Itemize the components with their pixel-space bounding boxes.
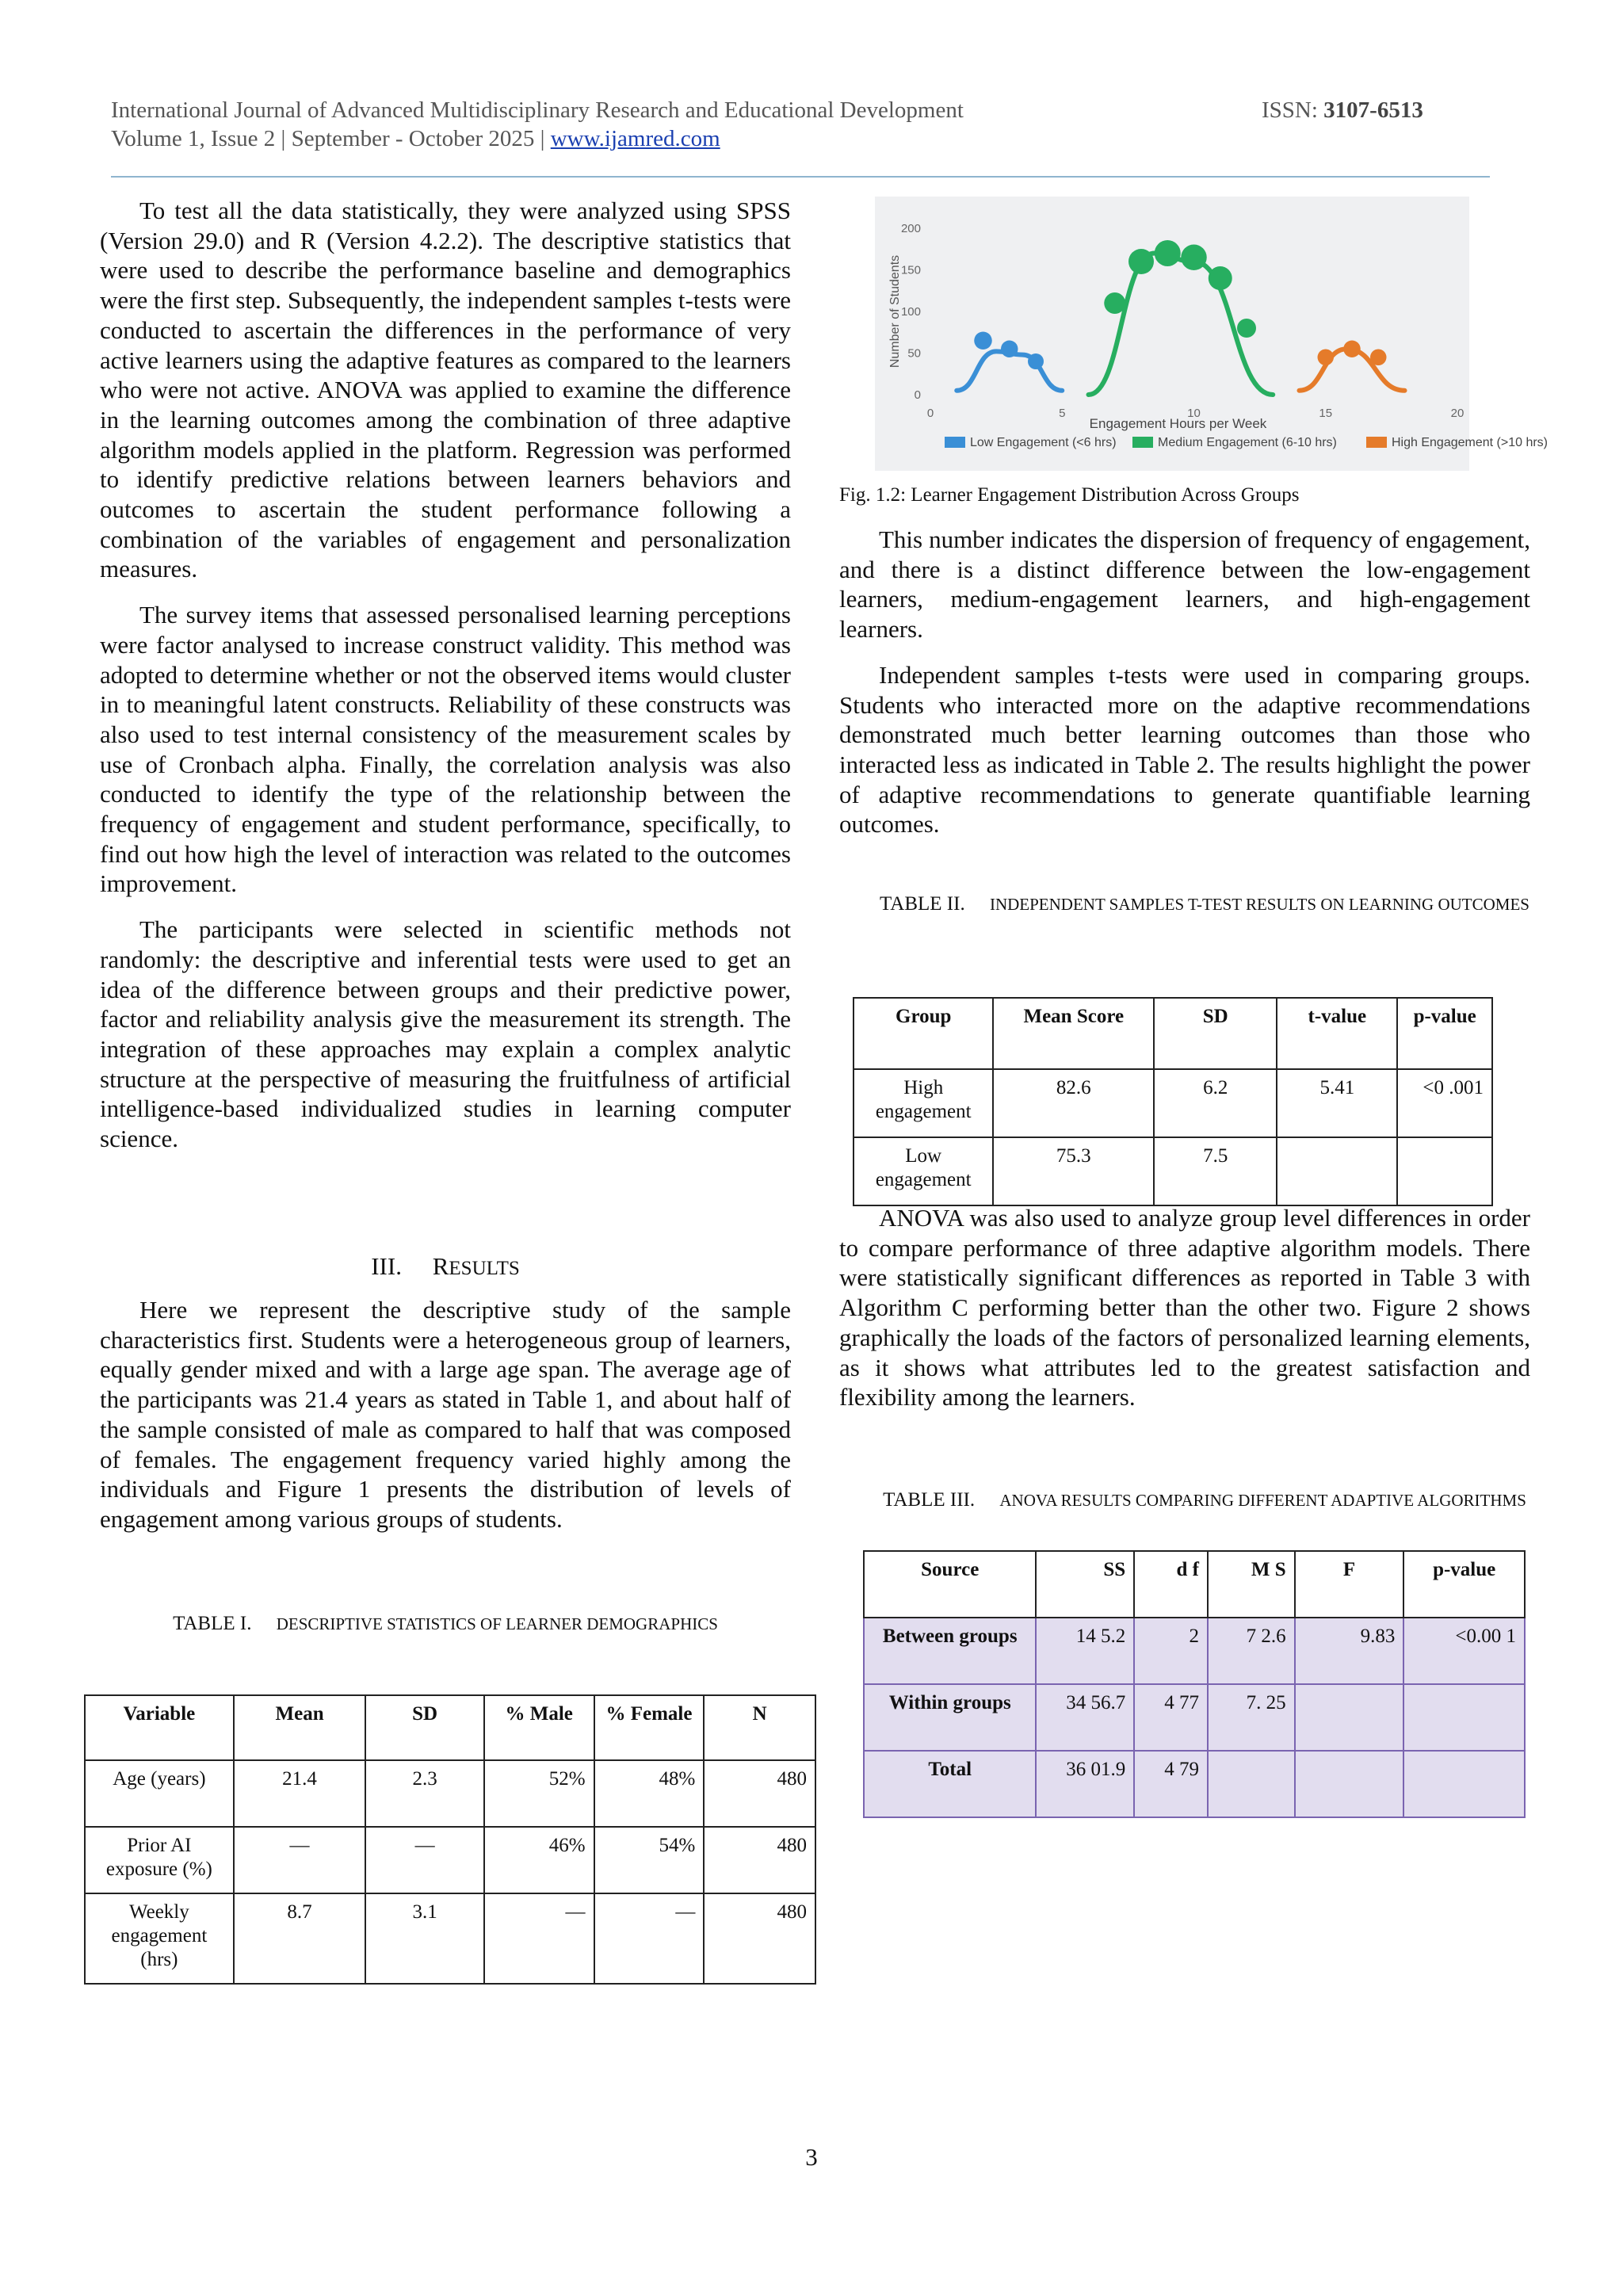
engagement-chart [875,197,1548,471]
table-cell: <0 .001 [1397,1069,1492,1137]
table-cell: Low engagement [854,1137,993,1205]
results-text [100,1295,791,1550]
table-cell: — [484,1893,594,1984]
table3-caption [880,1488,1529,1512]
table-cell: 21.4 [234,1760,366,1827]
table3 [863,1550,1526,1818]
y-axis-label: Number of Students [888,254,902,369]
table-cell: 54% [594,1827,705,1893]
x-tick-label: 20 [1450,407,1465,420]
table-cell: Within groups [864,1684,1036,1751]
y-tick-label: 50 [907,346,921,361]
x-tick-label: 0 [926,407,934,420]
table-cell: 4 77 [1134,1684,1208,1751]
table-cell: Prior AI exposure (%) [85,1827,234,1893]
table-cell: 82.6 [993,1069,1154,1137]
table-cell: 2 [1134,1618,1208,1684]
data-point [1370,350,1387,366]
y-tick-label: 200 [900,222,921,235]
paragraph: Independent samples t-tests were used in comparing groups. Students who interacted more on the adaptive recommendations demonstrated much better learning outcomes than those who interacted less as indicated in Table 2. The results highlight the power of adaptive recommendations to generate quantifiable learning outcomes. [839,660,1530,839]
table-header: p-value [1397,998,1492,1069]
table-cell: 7 2.6 [1208,1618,1295,1684]
table-header: % Female [594,1695,705,1760]
section-heading [100,1252,791,1281]
left-column [100,196,791,1170]
table-header-row [854,998,1492,1069]
anova-text [839,1203,1530,1428]
paragraph: To test all the data statistically, they were analyzed using SPSS (Version 29.0) and R (Version 4.2.2). The descriptive statistics that were used to describe the performance baseline and demographics were the first step. Subsequently, the independent samples t-tests were conducted to ascertain the differences in the performance of very active learners using the adaptive features as compared to the learners who were not active. ANOVA was applied to examine the difference in the learning outcomes among the combination of three adaptive algorithm models applied in the platform. Regression was performed to identify predictive relations between learners behaviors and outcomes to ascertain the student performance following a combination of the variables of engagement and personalization measures. [100,197,791,583]
issn-value: 3107-6513 [1323,97,1423,123]
table-cell: 7. 25 [1208,1684,1295,1751]
data-point [1104,292,1125,314]
y-tick-label: 100 [900,305,921,319]
paragraph: This number indicates the dispersion of frequency of engagement, and there is a distinct difference between the low-engagement learners, medium-engagement learners, and high-engagement learners. [839,525,1530,644]
paragraph: The participants were selected in scientific methods not randomly: the descriptive and inferential tests were used to get an idea of the difference between groups and their predictive power, factor and reliability analysis give the measurement its strength. The integration of these approaches may explain a complex analytic structure at the perspective of measuring the fruitfulness of artificial intelligence-based individualized studies in learning computer science. [100,915,791,1153]
table-cell: 3.1 [365,1893,484,1984]
table-row [854,1137,1492,1205]
y-tick-label: 0 [914,388,921,402]
section-number: III. [371,1252,402,1280]
table-cell: 52% [484,1760,594,1827]
header-divider [111,176,1490,178]
data-point [1181,245,1207,271]
section-title-initial: R [432,1252,449,1280]
journal-name: International Journal of Advanced Multidisciplinary Research and Educational Development [111,97,964,123]
x-tick-label: 10 [1187,407,1201,420]
table-header: SS [1036,1551,1134,1618]
table-cell: 48% [594,1760,705,1827]
legend-swatch [945,437,965,448]
table-cell [1403,1684,1525,1751]
legend-swatch [1132,437,1153,448]
table-cell: Age (years) [85,1760,234,1827]
paragraph: Here we represent the descriptive study of the sample characteristics first. Students were a heterogeneous group of learners, equally gender mixed and with a large age span. The average age of the participants was 21.4 years as stated in Table 1, and about half of the sample consisted of male as compared to half that was composed of females. The engagement frequency varied highly among the individuals and Figure 1 presents the distribution of levels of engagement among various groups of students. [100,1296,791,1533]
table-cell [1208,1751,1295,1817]
table-cell: 75.3 [993,1137,1154,1205]
table1 [84,1694,816,1985]
table-cell: 8.7 [234,1893,366,1984]
journal-link[interactable]: www.ijamred.com [550,126,720,151]
data-point [1343,341,1361,358]
data-point [1001,341,1018,358]
table-header: M S [1208,1551,1295,1618]
table-header: Mean Score [993,998,1154,1069]
data-point [1155,240,1181,266]
table-cell: — [365,1827,484,1893]
paragraph: The survey items that assessed personalised learning perceptions were factor analysed to increase construct validity. This method was adopted to determine whether or not the observed items would cluster in to meaningful latent constructs. Reliability of these constructs was also used to test internal consistency of the measurement scales by use of Cronbach alpha. Finally, the correlation analysis was also conducted to identify the type of the relationship between the frequency of engagement and student performance, specifically, to find out how high the level of interaction was related to the outcomes improvement. [100,601,791,898]
table-cell [1295,1751,1404,1817]
table-header: F [1295,1551,1404,1618]
table-cell [1397,1137,1492,1205]
table-cell: 34 56.7 [1036,1684,1134,1751]
data-point [974,332,992,350]
issn-label: ISSN: [1262,97,1324,123]
table-cell: 480 [704,1893,815,1984]
table-row [854,1069,1492,1137]
table-cell: Total [864,1751,1036,1817]
table-header: SD [1154,998,1277,1069]
table2 [853,997,1493,1206]
page-number: 3 [805,2143,818,2171]
table-cell: 6.2 [1154,1069,1277,1137]
table-row [864,1751,1525,1817]
issn [1262,97,1423,124]
paragraph: ANOVA was also used to analyze group level differences in order to compare performance of three adaptive algorithm models. There were statistically significant differences as reported in Table 3 with Algorithm C performing better than the other two. Figure 2 shows graphically the loads of the factors of personalized learning elements, as it shows what attributes led to the greatest satisfaction and flexibility among the learners. [839,1204,1530,1412]
table-row [85,1893,815,1984]
legend-label: Medium Engagement (6-10 hrs) [1158,436,1337,449]
table-label: TABLE III. [883,1489,976,1511]
figure-caption: Fig. 1.2: Learner Engagement Distribution Across Groups [839,484,1300,506]
table-cell: 36 01.9 [1036,1751,1134,1817]
table-title: DESCRIPTIVE STATISTICS OF LEARNER DEMOGRAPHICS [276,1614,718,1633]
table-title: ANOVA RESULTS COMPARING DIFFERENT ADAPTIVE ALGORITHMS [999,1491,1526,1510]
table-cell: 5.41 [1277,1069,1397,1137]
table-header: Group [854,998,993,1069]
table-cell: — [234,1827,366,1893]
table-cell: 14 5.2 [1036,1618,1134,1684]
section-title-rest: ESULTS [449,1258,520,1279]
table-cell: 46% [484,1827,594,1893]
table-header: Source [864,1551,1036,1618]
chart-svg [875,197,1548,471]
data-point [1028,353,1044,369]
volume-info: Volume 1, Issue 2 | September - October 2025 | [111,126,551,151]
table-cell: 9.83 [1295,1618,1404,1684]
right-column [839,525,1530,855]
x-tick-label: 5 [1059,407,1066,420]
table-header-row [864,1551,1525,1618]
table-header: % Male [484,1695,594,1760]
table-header: N [704,1695,815,1760]
table-cell: 2.3 [365,1760,484,1827]
table-cell [1295,1684,1404,1751]
table2-caption [880,892,1529,916]
table-row [864,1684,1525,1751]
table-header: Mean [234,1695,366,1760]
volume-line [111,125,720,152]
x-axis-label: Engagement Hours per Week [1089,416,1267,431]
x-tick-label: 15 [1319,407,1333,420]
legend-swatch [1366,437,1387,448]
table-label: TABLE I. [173,1613,252,1634]
table-cell: Weekly engagement (hrs) [85,1893,234,1984]
table-header: SD [365,1695,484,1760]
table1-caption [100,1612,791,1636]
table-cell: 7.5 [1154,1137,1277,1205]
table-header: d f [1134,1551,1208,1618]
table-cell [1403,1751,1525,1817]
table-cell [1277,1137,1397,1205]
table-cell: 480 [704,1760,815,1827]
table-row [864,1618,1525,1684]
table-title: INDEPENDENT SAMPLES T-TEST RESULTS ON LEARNING OUTCOMES [989,895,1529,914]
data-point [1318,350,1335,366]
data-point [1128,249,1154,274]
table-row [85,1760,815,1827]
legend-label: High Engagement (>10 hrs) [1392,436,1548,449]
table-label: TABLE II. [880,893,965,915]
legend-label: Low Engagement (<6 hrs) [970,436,1117,449]
table-cell: 4 79 [1134,1751,1208,1817]
table-header: t-value [1277,998,1397,1069]
data-point [1209,266,1232,290]
table-row [85,1827,815,1893]
table-cell: — [594,1893,705,1984]
table-header: Variable [85,1695,234,1760]
table-cell: <0.00 1 [1403,1618,1525,1684]
y-tick-label: 150 [900,263,921,277]
table-cell: Between groups [864,1618,1036,1684]
table-cell: High engagement [854,1069,993,1137]
table-header-row [85,1695,815,1760]
data-point [1237,319,1256,338]
table-cell: 480 [704,1827,815,1893]
table-header: p-value [1403,1551,1525,1618]
